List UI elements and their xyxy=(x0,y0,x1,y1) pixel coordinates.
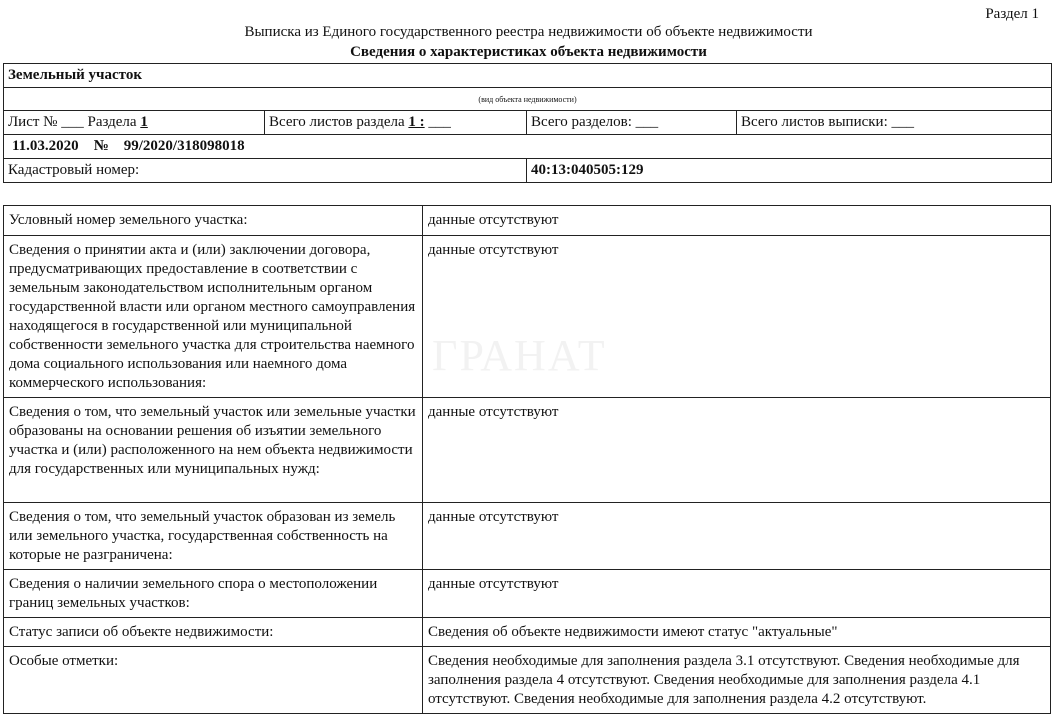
object-type: Земельный участок xyxy=(4,64,1052,88)
table-row xyxy=(4,570,1051,618)
total-sheets-suffix: ___ xyxy=(424,114,451,130)
table-row xyxy=(4,206,1051,236)
document-date: 11.03.2020 xyxy=(12,138,79,154)
row-label: Сведения о принятии акта и (или) заключении договора, предусматривающих предоставление в соответствии с земельным законодательством исполнительным органом государственной власти или органом местного самоуправления находящегося в государственной или муниципальной собственности земельного участка для строительства наемного дома социального использования или наемного дома коммерческого использования: xyxy=(4,236,423,398)
row-value: данные отсутствуют xyxy=(423,503,1051,570)
table-row xyxy=(4,503,1051,570)
row-value: данные отсутствуют xyxy=(423,570,1051,618)
object-type-caption: (вид объекта недвижимости) xyxy=(4,88,1052,111)
characteristics-table xyxy=(3,205,1051,714)
sheet-number-cell xyxy=(4,111,265,135)
row-value: Сведения необходимые для заполнения раздела 3.1 отсутствуют. Сведения необходимые для заполнения раздела 4 отсутствуют. Сведения необходимые для заполнения раздела 4.1 отсутствуют. Сведения необходимые для заполнения раздела 4.2 отсутствуют. xyxy=(423,647,1051,714)
document-title: Выписка из Единого государственного реестра недвижимости об объекте недвижимости xyxy=(244,24,813,40)
table-row xyxy=(4,398,1051,503)
row-label: Сведения о том, что земельный участок образован из земель или земельного участка, государственная собственность на которые не разграничена: xyxy=(4,503,423,570)
row-label: Статус записи об объекте недвижимости: xyxy=(4,618,423,647)
total-statement-sheets: Всего листов выписки: ___ xyxy=(737,111,1052,135)
document-number: 99/2020/318098018 xyxy=(123,138,245,154)
number-sign: № xyxy=(93,138,109,154)
section-label: Раздел 1 xyxy=(985,6,1039,22)
table-row xyxy=(4,618,1051,647)
row-label: Сведения о том, что земельный участок или земельные участки образованы на основании решения об изъятии земельного участка и (или) расположенного на нем объекта недвижимости для государственных или муниципальных нужд: xyxy=(4,398,423,503)
document-subtitle: Сведения о характеристиках объекта недвижимости xyxy=(350,44,707,60)
row-value: данные отсутствуют xyxy=(423,236,1051,398)
sheet-prefix: Лист № ___ Раздела xyxy=(8,114,141,130)
cadastral-label: Кадастровый номер: xyxy=(4,159,527,183)
row-value: данные отсутствуют xyxy=(423,398,1051,503)
header-table xyxy=(3,63,1052,183)
total-sheets-cell xyxy=(265,111,527,135)
document-date-number xyxy=(4,135,1052,159)
row-value: Сведения об объекте недвижимости имеют статус "актуальные" xyxy=(423,618,1051,647)
row-label: Условный номер земельного участка: xyxy=(4,206,423,236)
total-sections: Всего разделов: ___ xyxy=(527,111,737,135)
watermark: ГРАНАТ xyxy=(432,331,607,380)
total-sheets-value: 1 : xyxy=(408,114,425,130)
row-value: данные отсутствуют xyxy=(423,206,1051,236)
row-label: Особые отметки: xyxy=(4,647,423,714)
row-label: Сведения о наличии земельного спора о местоположении границ земельных участков: xyxy=(4,570,423,618)
section-number: 1 xyxy=(140,114,148,130)
cadastral-number: 40:13:040505:129 xyxy=(527,159,1052,183)
total-sheets-label: Всего листов раздела xyxy=(269,114,409,130)
table-row xyxy=(4,647,1051,714)
